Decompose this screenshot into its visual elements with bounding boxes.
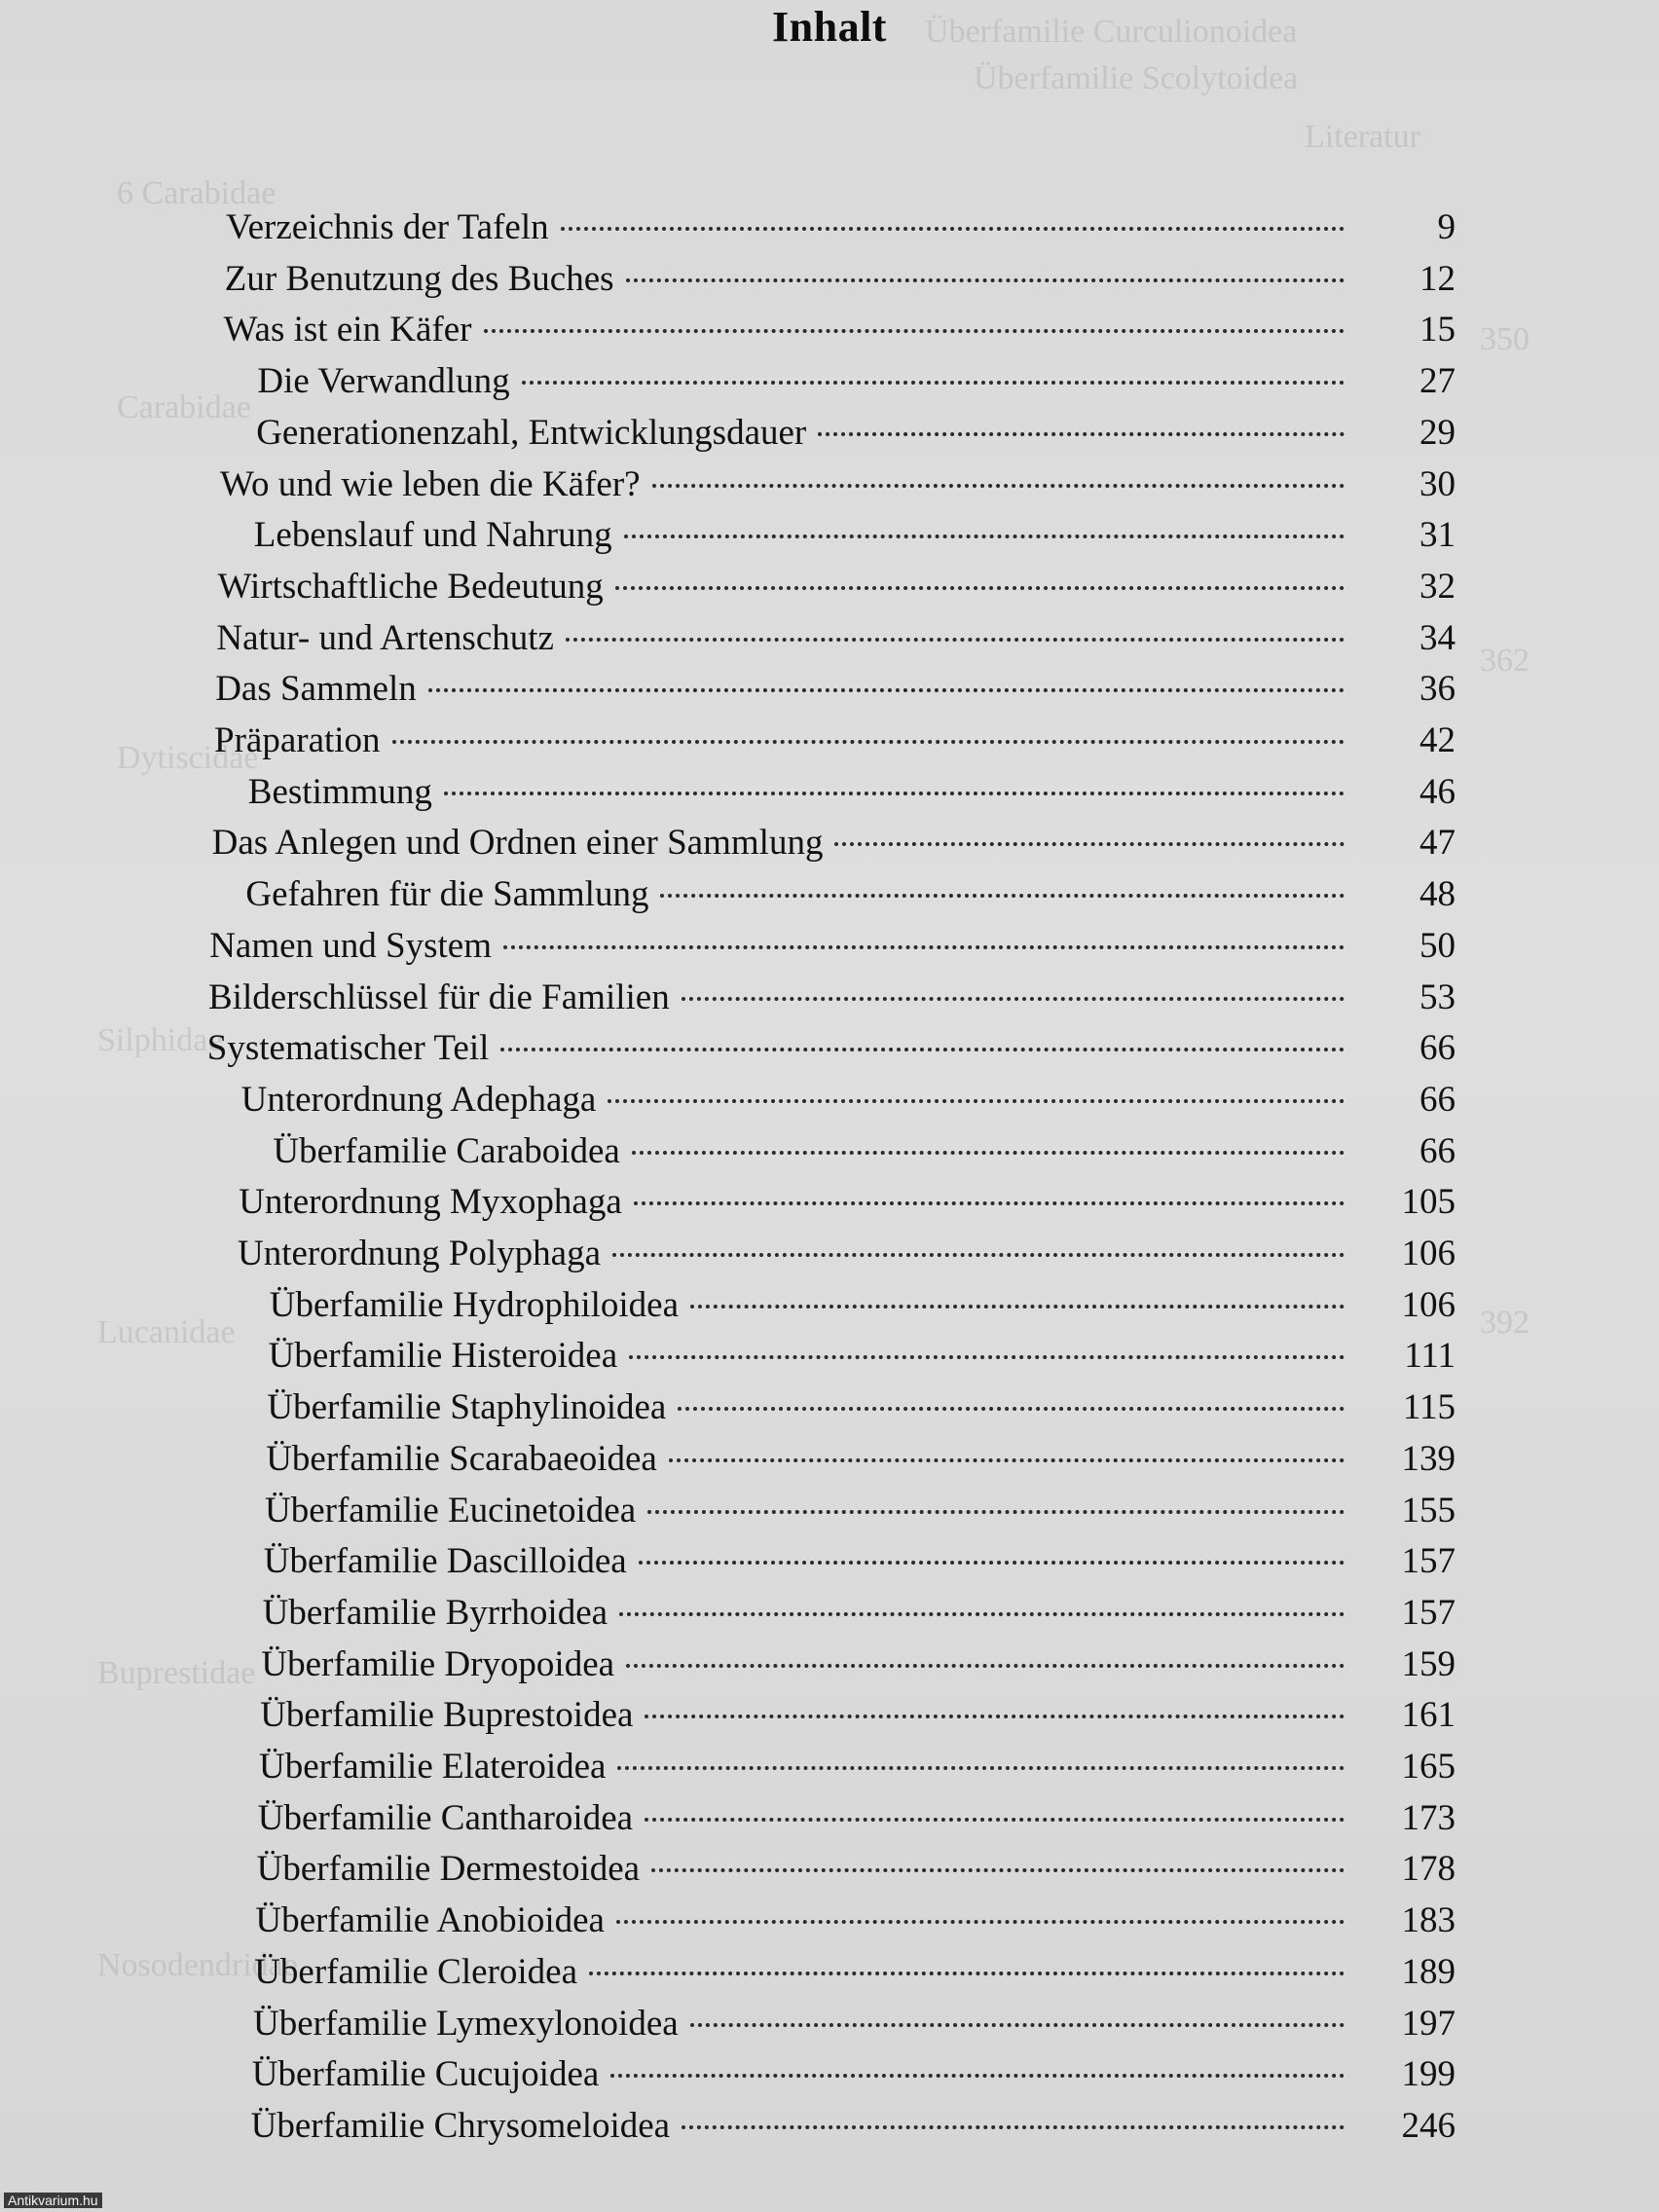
toc-entry [245,871,1456,918]
dot-leader [634,1201,1345,1205]
show-through-text: Überfamilie Curculionoidea Überfamilie Scolytoidea Literatur 6 Carabidae Carabidae Dytiscidae Silphidae Lucanidae Buprestidae Nosodendridae 350 362 392 [97,14,1530,1983]
toc-entry [220,461,1456,508]
dot-leader [647,1510,1345,1514]
toc-entry [251,2103,1456,2150]
toc-entry-page: 9 [1437,207,1456,247]
dot-leader [629,1355,1345,1359]
watermark: Antikvarium.hu [4,2193,102,2208]
toc-entry-label: Überfamilie Dryopoidea [261,1643,615,1684]
toc-entry-label: Unterordnung Polyphaga [238,1234,602,1273]
toc-entry-page: 53 [1419,977,1456,1017]
toc-entry-page: 157 [1401,1592,1456,1633]
toc-entry [254,1949,1456,1996]
dot-leader [561,227,1345,231]
toc-entry-label: Wirtschaftliche Bedeutung [217,566,604,607]
toc-entry-page: 50 [1419,925,1456,966]
dot-leader [690,2023,1345,2027]
toc-entry-page: 199 [1401,2054,1456,2095]
toc-entry [256,410,1456,457]
toc-entry-label: Überfamilie Chrysomeloidea [250,2105,671,2146]
toc-entry [261,1641,1456,1688]
toc-entry-page: 246 [1401,2105,1456,2146]
toc-entry-page: 42 [1419,720,1456,760]
toc-entry [218,564,1456,610]
toc-entry [224,307,1456,353]
dot-leader [500,1048,1345,1051]
toc-entry-page: 165 [1401,1747,1456,1787]
toc-entry [269,1333,1456,1380]
toc-entry [257,358,1456,405]
toc-entry-label: Überfamilie Dermestoidea [256,1849,641,1890]
dot-leader [610,2074,1345,2078]
toc-entry [257,1846,1456,1893]
toc-entry [273,1128,1456,1175]
dot-leader [626,1664,1345,1668]
toc-entry-label: Überfamilie Dascilloidea [263,1541,627,1582]
toc-entry [267,1384,1456,1431]
toc-entry-page: 36 [1419,669,1456,710]
toc-entry [209,923,1456,970]
toc-entry-label: Zur Benutzung des Buches [224,258,614,299]
toc-entry-label: Präparation [214,720,381,760]
toc-entry-page: 66 [1419,1130,1456,1171]
dot-leader [645,1818,1345,1822]
dot-leader [834,842,1345,846]
toc-entry-page: 197 [1401,2003,1456,2044]
dot-leader [608,1099,1345,1103]
dot-leader [484,329,1345,333]
toc-entry-page: 139 [1401,1438,1456,1479]
dot-leader [624,535,1345,538]
toc-entry-label: Überfamilie Elateroidea [259,1747,607,1787]
toc-entry-label: Unterordnung Adephaga [240,1079,597,1120]
dot-leader [682,997,1345,1001]
dot-leader [652,484,1345,488]
toc-entry [248,769,1456,816]
dot-leader [589,1972,1345,1975]
dot-leader [503,945,1345,949]
toc-entry-label: Überfamilie Lymexylonoidea [253,2003,679,2044]
dot-leader [645,1714,1345,1718]
toc-entry [263,1590,1456,1637]
toc-entry-page: 159 [1401,1643,1456,1684]
dot-leader [612,1253,1345,1257]
toc-entry-page: 31 [1419,515,1456,556]
toc-entry [264,1538,1456,1585]
toc-entry-page: 29 [1419,412,1456,453]
toc-entry-label: Überfamilie Caraboidea [273,1130,620,1171]
dot-leader [690,1305,1345,1309]
toc-entry-page: 105 [1401,1182,1456,1223]
dot-leader [660,894,1345,898]
toc-entry-label: Generationenzahl, Entwicklungsdauer [256,412,807,453]
toc-entry-label: Überfamilie Staphylinoidea [267,1387,667,1428]
toc-entry-label: Überfamilie Cleroidea [254,1951,578,1992]
toc-entry [241,1077,1456,1124]
dot-leader [616,1920,1345,1924]
dot-leader [566,638,1345,642]
toc-entry-page: 12 [1419,258,1456,299]
toc-entry-label: Überfamilie Cantharoidea [257,1797,634,1838]
dot-leader [639,1561,1345,1565]
toc-entry-label: Natur- und Artenschutz [216,617,554,658]
toc-entry [238,1231,1456,1277]
toc-entry [258,1795,1456,1842]
toc-entry-page: 30 [1419,463,1456,504]
dot-leader [818,432,1345,436]
toc-entry [208,975,1456,1021]
toc-entry [254,512,1456,559]
toc-entry-page: 161 [1401,1695,1456,1736]
toc-entry-label: Überfamilie Buprestoidea [260,1695,634,1736]
toc-entry-label: Verzeichnis der Tafeln [226,207,549,247]
toc-entry-label: Überfamilie Byrrhoidea [262,1592,608,1633]
toc-entry-page: 46 [1419,771,1456,812]
toc-entry-page: 66 [1419,1079,1456,1120]
toc-entry-label: Das Anlegen und Ordnen einer Sammlung [211,823,824,864]
dot-leader [428,688,1345,692]
toc-entry-page: 47 [1419,823,1456,864]
dot-leader [619,1612,1345,1616]
toc-entry-label: Überfamilie Histeroidea [268,1336,618,1377]
toc-entry-page: 178 [1401,1849,1456,1890]
toc-entry-label: Das Sammeln [215,669,417,710]
toc-entry-label: Bestimmung [247,771,432,812]
toc-entry [270,1282,1456,1329]
toc-entry-page: 173 [1401,1797,1456,1838]
toc-entry-label: Die Verwandlung [257,361,510,402]
toc-entry-page: 189 [1401,1951,1456,1992]
toc-entry-label: Systematischer Teil [206,1028,490,1069]
toc-entry-page: 106 [1401,1284,1456,1325]
toc-entry-label: Überfamilie Hydrophiloidea [269,1284,680,1325]
dot-leader [682,2125,1345,2129]
toc-entry-page: 157 [1401,1541,1456,1582]
toc-entry [252,2051,1456,2098]
dot-leader [669,1458,1345,1462]
dot-leader [651,1868,1345,1872]
dot-leader [522,381,1345,385]
toc-entry-label: Namen und System [209,925,492,966]
toc-entry [259,1744,1456,1790]
toc-entry [225,256,1456,303]
toc-entry [255,1898,1456,1944]
toc-entry-page: 34 [1419,617,1456,658]
toc-entry-page: 115 [1402,1387,1456,1428]
dot-leader [632,1151,1345,1155]
toc-entry-page: 27 [1419,361,1456,402]
toc-entry-label: Lebenslauf und Nahrung [253,515,612,556]
toc-entry-label: Überfamilie Scarabaeoidea [266,1438,657,1479]
dot-leader [392,740,1345,744]
toc-entry-label: Wo und wie leben die Käfer? [220,463,641,504]
toc-entry [214,718,1456,764]
toc-entry [207,1025,1456,1072]
toc-entry-page: 111 [1404,1336,1456,1377]
toc-entry-page: 15 [1419,310,1456,350]
dot-leader [615,586,1345,590]
toc-entry-page: 48 [1419,874,1456,915]
toc-entry [226,204,1456,251]
toc-entry-page: 183 [1401,1900,1456,1941]
toc-entry-label: Gefahren für die Sammlung [245,874,649,915]
dot-leader [678,1407,1345,1411]
dot-leader [626,278,1345,282]
toc-entry-label: Bilderschlüssel für die Familien [208,977,670,1017]
toc-entry [265,1488,1456,1534]
toc-entry-label: Überfamilie Anobioidea [255,1900,605,1941]
toc-entry-label: Unterordnung Myxophaga [239,1182,622,1223]
toc-entry [215,666,1456,713]
page-title: Inhalt [772,3,887,51]
toc-entry-page: 155 [1401,1490,1456,1530]
toc-entry-label: Überfamilie Eucinetoidea [265,1490,637,1530]
toc-entry-page: 106 [1401,1234,1456,1273]
toc-entry [212,820,1456,866]
toc-entry [216,615,1456,662]
dot-leader [617,1766,1345,1770]
toc-entry-page: 32 [1419,566,1456,607]
toc-entry [253,2001,1456,2047]
toc-entry [266,1436,1456,1483]
toc-entry-label: Überfamilie Cucujoidea [251,2054,600,2095]
toc-entry-page: 66 [1419,1028,1456,1069]
dot-leader [444,792,1345,795]
toc-entry [239,1179,1456,1226]
toc-entry [260,1692,1456,1739]
toc-entry-label: Was ist ein Käfer [223,310,472,350]
